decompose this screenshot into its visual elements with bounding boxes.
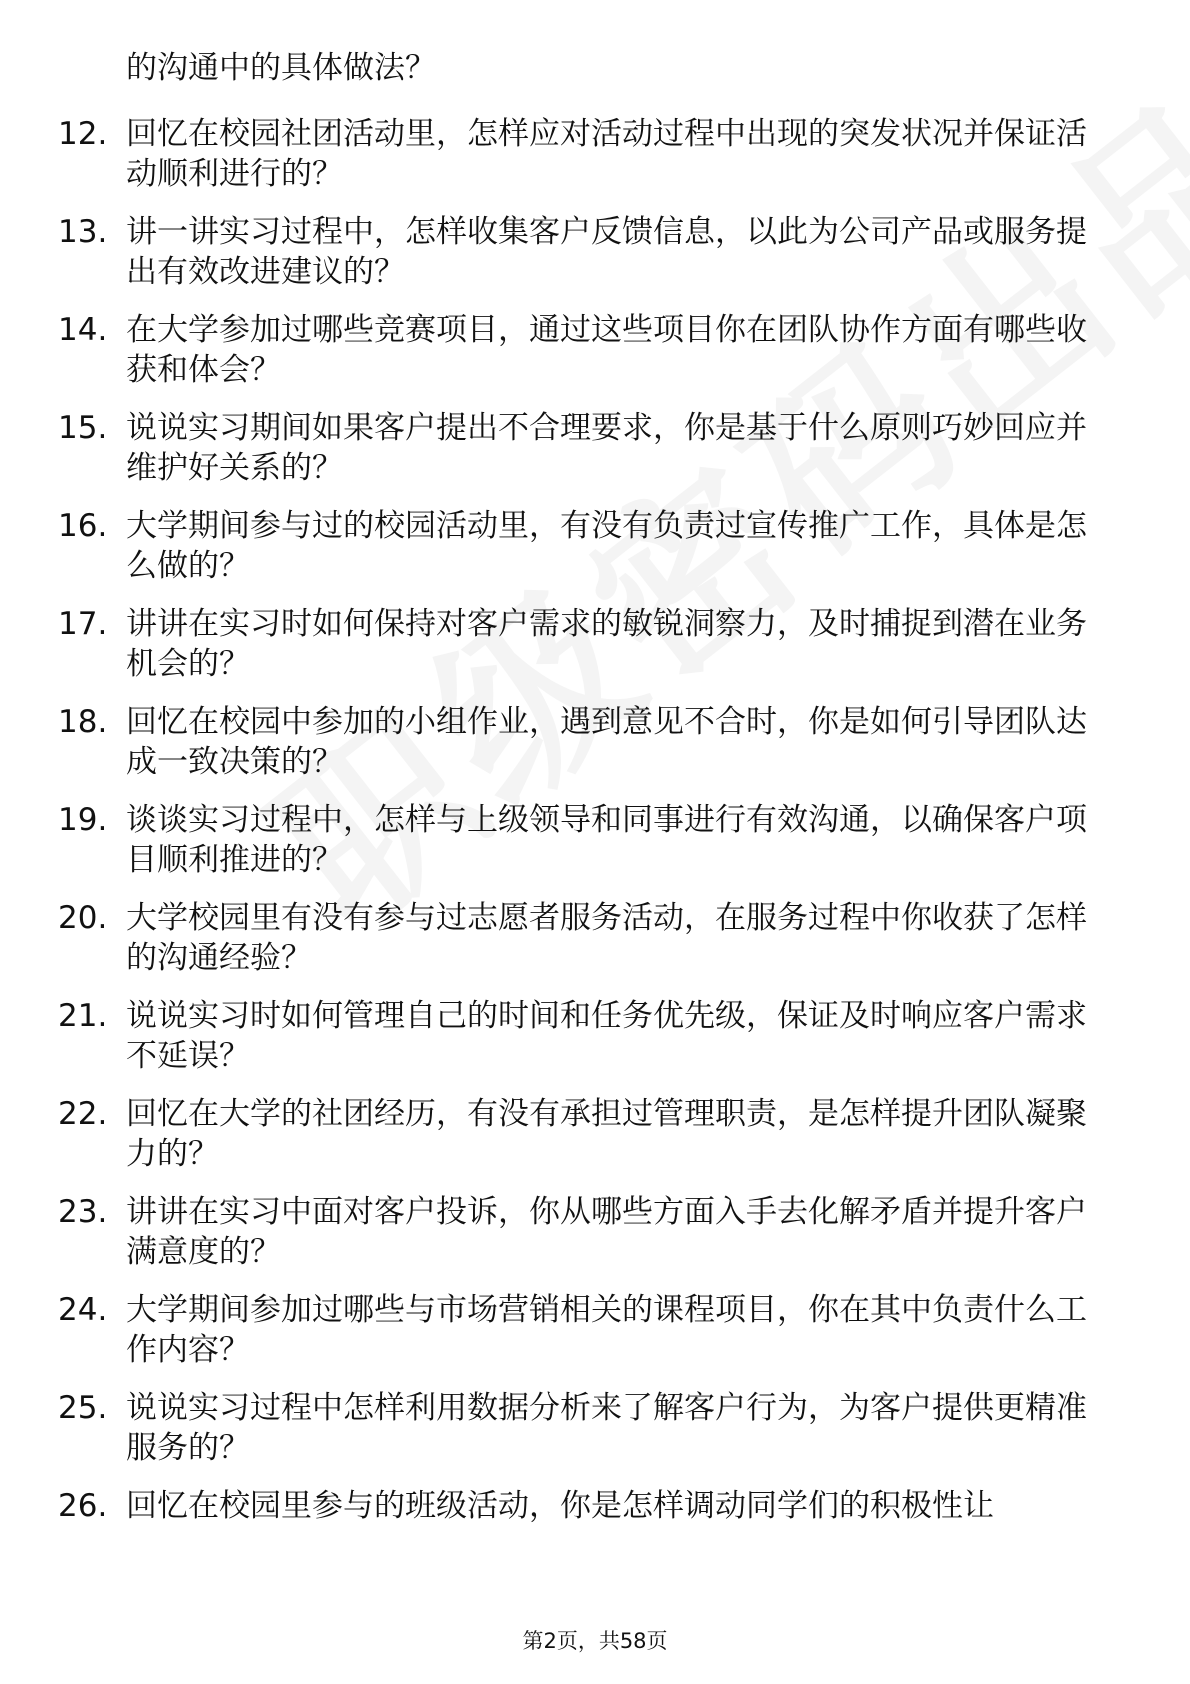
continued-question-text: 的沟通中的具体做法？: [126, 50, 436, 86]
question-text: 大学校园里有没有参与过志愿者服务活动，在服务过程中你收获了怎样的沟通经验？: [126, 900, 1087, 976]
question-number: 24.: [58, 1292, 108, 1328]
question-item: [58, 604, 1118, 702]
question-number: 15.: [58, 410, 108, 446]
question-number: 19.: [58, 802, 108, 838]
question-item: [58, 408, 1118, 506]
question-list: [58, 114, 1118, 1584]
page-footer: 第2页，共58页: [522, 1629, 668, 1653]
question-text: 说说实习时如何管理自己的时间和任务优先级，保证及时响应客户需求不延误？: [126, 998, 1087, 1074]
question-text: 回忆在大学的社团经历，有没有承担过管理职责，是怎样提升团队凝聚力的？: [126, 1096, 1087, 1172]
question-number: 12.: [58, 116, 108, 152]
question-item: [58, 310, 1118, 408]
question-item: [58, 702, 1118, 800]
question-text: 讲一讲实习过程中，怎样收集客户反馈信息，以此为公司产品或服务提出有效改进建议的？: [126, 214, 1087, 290]
question-number: 25.: [58, 1390, 108, 1426]
question-number: 13.: [58, 214, 108, 250]
question-item: [58, 1290, 1118, 1388]
question-text: 说说实习过程中怎样利用数据分析来了解客户行为，为客户提供更精准服务的？: [126, 1390, 1087, 1466]
question-text: 说说实习期间如果客户提出不合理要求，你是基于什么原则巧妙回应并维护好关系的？: [126, 410, 1087, 486]
question-item: [58, 506, 1118, 604]
question-number: 23.: [58, 1194, 108, 1230]
question-number: 14.: [58, 312, 108, 348]
question-item: [58, 212, 1118, 310]
question-text: 回忆在校园社团活动里，怎样应对活动过程中出现的突发状况并保证活动顺利进行的？: [126, 116, 1087, 192]
question-number: 17.: [58, 606, 108, 642]
question-number: 26.: [58, 1488, 108, 1524]
question-text: 谈谈实习过程中，怎样与上级领导和同事进行有效沟通，以确保客户项目顺利推进的？: [126, 802, 1087, 878]
question-item: [58, 1192, 1118, 1290]
question-text: 大学期间参加过哪些与市场营销相关的课程项目，你在其中负责什么工作内容？: [126, 1292, 1087, 1368]
question-number: 16.: [58, 508, 108, 544]
question-number: 18.: [58, 704, 108, 740]
question-text: 回忆在校园里参与的班级活动，你是怎样调动同学们的积极性让: [126, 1488, 994, 1524]
question-text: 讲讲在实习时如何保持对客户需求的敏锐洞察力，及时捕捉到潜在业务机会的？: [126, 606, 1087, 682]
question-item: [58, 1388, 1118, 1486]
question-number: 21.: [58, 998, 108, 1034]
question-number: 20.: [58, 900, 108, 936]
question-item: [58, 1094, 1118, 1192]
question-item: [58, 898, 1118, 996]
question-text: 回忆在校园中参加的小组作业，遇到意见不合时，你是如何引导团队达成一致决策的？: [126, 704, 1087, 780]
question-text: 讲讲在实习中面对客户投诉，你从哪些方面入手去化解矛盾并提升客户满意度的？: [126, 1194, 1087, 1270]
question-text: 大学期间参与过的校园活动里，有没有负责过宣传推广工作，具体是怎么做的？: [126, 508, 1087, 584]
question-number: 22.: [58, 1096, 108, 1132]
question-text: 在大学参加过哪些竞赛项目，通过这些项目你在团队协作方面有哪些收获和体会？: [126, 312, 1087, 388]
question-item: [58, 1486, 1118, 1584]
question-item: [58, 114, 1118, 212]
question-item: [58, 800, 1118, 898]
question-item: [58, 996, 1118, 1094]
